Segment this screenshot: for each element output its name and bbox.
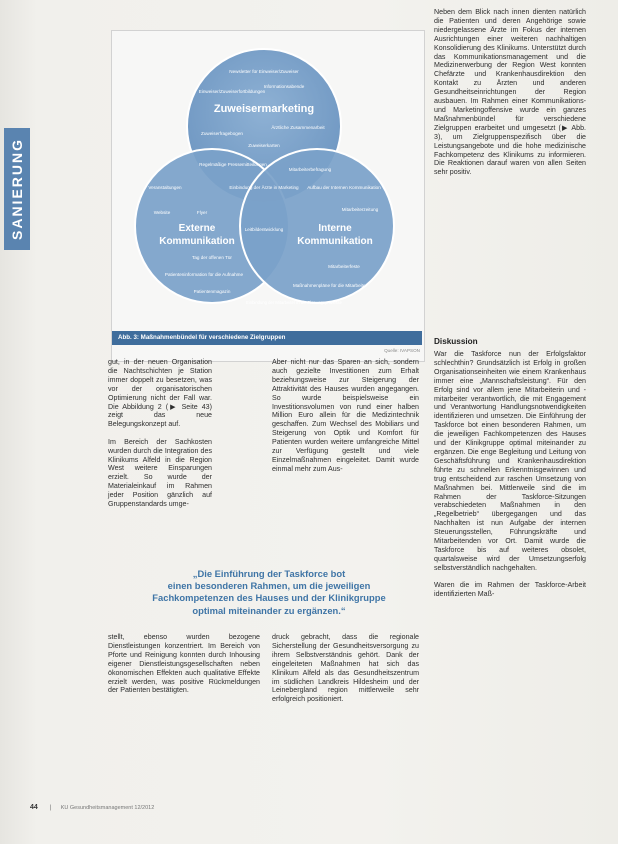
column-3-top (434, 8, 586, 177)
venn-text: Tag der offenen Tür (192, 255, 232, 260)
venn-text: Regelmäßige Pressemitteilungen (199, 162, 267, 167)
venn-text: Zuweiserfragebogen (201, 131, 243, 136)
section-tab (4, 128, 30, 250)
venn-text: Maßnahmenpläne für die Mitarbeiter (292, 283, 368, 288)
paragraph: Im Bereich der Sachkosten wurden durch die Integration des Klinikums Alfeld in die Region West weitere Einsparungen erzielt. So wurde der Materialeinkauf im Rahmen jeder Position gänzlich auf Gruppenstandards umge- (108, 437, 212, 509)
venn-text: Zuweiserkarten (248, 143, 280, 148)
pull-quote-line: Fachkompetenzen des Hauses und der Klinikgruppe (152, 592, 386, 604)
venn-text: Website (153, 210, 171, 215)
column-2-top (272, 358, 419, 474)
section-heading-diskussion: Diskussion (434, 337, 478, 346)
circle-title-right-2: Kommunikation (297, 236, 373, 247)
pull-quote-line: „Die Einführung der Taskforce bot (192, 568, 346, 579)
section-tab-label: SANIERUNG (9, 137, 25, 241)
page-footer (30, 804, 154, 811)
circle-interne-kommunikation (240, 149, 394, 303)
venn-text: Ärztliche Zusammenarbeit (271, 125, 325, 130)
circle-title-right: Interne (318, 223, 352, 234)
paragraph: druck gebracht, dass die regionale Sicherstellung der Gesundheitsversorgung zu ihrem Selbstverständnis gehört. Dank der eingeleiteten Maßnahmen hat sich das Klinikum Alfeld als das Gesundheitszentrum im südlichen Landkreis Hildesheim und der Leinebergland region mittlerweile sehr erfolgreich positioniert. (272, 633, 419, 704)
venn-text: Patienteninformation für die Aufnahme (164, 272, 244, 277)
venn-diagram (112, 31, 424, 331)
venn-text: Mitarbeiterbefragung (288, 167, 332, 172)
pull-quote (110, 568, 428, 617)
venn-text: Flyer (196, 210, 208, 215)
column-1-top (108, 358, 212, 509)
paragraph: War die Taskforce nun der Erfolgsfaktor schlechthin? Grundsätzlich ist Erfolg in großen Organisationseinheiten wie einem Krankenhaus immer eine „Mannschaftsleistung“. Für den Erfolg sind vor allem jene Mitarbeiterin und -mitarbeiter verantwortlich, die mit Engagement und Verantwortung Handlungsnotwendigkeiten identifizieren und umsetzen. Die Einführung der Taskforce bot einen besonderen Rahmen, um die jeweiligen Fachkompetenzen des Hauses und der Klinikgruppe optimal miteinander zu ergänzen. Die enge Begleitung und Leitung von Geschäftsführung und Krankenhausdirektion führte zu schnellen Erkenntnisgewinnen und trug entscheidend zur raschen Umsetzung von Maßnahmen bei. Mittlerweile sind die im Rahmen der Taskforce-Sitzungen verabschiedeten Maßnahmen in den „Regelbetrieb“ übergegangen und das Nachhalten ist nun Aufgabe der internen Steuerungsstellen, Führungskräfte und Mitarbeitenden vor Ort. Damit wurde die Taskforce bis auf weiteres obsolet, quartalsweise wird der Umsetzungserfolg selbstverständlich nachgehalten. (434, 350, 586, 572)
column-3-bottom (434, 350, 586, 599)
figure-venn-diagram (111, 30, 425, 362)
venn-text: Veranstaltungen (148, 185, 182, 190)
venn-text: Leitbildentwicklung (244, 227, 284, 232)
circle-title-left: Externe (178, 223, 216, 234)
paragraph: stellt, ebenso wurden bezogene Dienstleistungen konzentriert. Im Bereich von Pforte und Reinigung konnten durch Inhousing eigener Dienstleistungsgesellschaften neben ökonomischen Effekten auch qualitative Effekte erzielt werden, was positive Rückmeldungen der Patienten bestätigten. (108, 633, 260, 695)
paragraph: Waren die im Rahmen der Taskforce-Arbeit identifizierten Maß- (434, 581, 586, 599)
venn-text: Aufbau der Internen Kommunikation (307, 185, 381, 190)
circle-title-top: Zuweisermarketing (213, 103, 315, 115)
paragraph: Neben dem Blick nach innen dienten natürlich die Patienten und deren Angehörige sowie niedergelassene Ärzte im Fokus der internen Ausrichtungen einer weiteren nachhaltigen Konsolidierung des Klinikums. Unterstützt durch das Kommunikationsmanagement und die Medizinerwerbung der Region West konnten Chefärzte und Krankenhausdirektion den Kontakt zu Ärzten und anderen Gesundheitseinrichtungen der Region ausbauen. Im Rahmen einer Kommunikations- und Marketingoffensive wurde ein ganzes Maßnahmenbündel für verschiedene Zielgruppen erarbeitet und umgesetzt (▶ Abb. 3), um Zielgruppenspezifisch über die Leistungsangebote und die hohe medizinische Fachkompetenz des Klinikums zu informieren. Die Reaktionen darauf waren von allen Seiten sehr positiv. (434, 8, 586, 177)
column-2-bottom (272, 633, 419, 704)
publication-name: KU Gesundheitsmanagement 12/2012 (60, 805, 155, 811)
footer-separator: | (49, 805, 52, 811)
pull-quote-line: optimal miteinander zu ergänzen.“ (192, 604, 346, 616)
venn-text: Newsletter für Einweiser/Zuweiser (229, 69, 299, 74)
circle-title-left-2: Kommunikation (159, 236, 235, 247)
venn-text: Mitarbeiterzeitung (341, 207, 379, 212)
paragraph: gut, in der neuen Organisation die Nachtschichten je Station immer doppelt zu besetzen, was vor der organisatorischen Optimierung nicht der Fall war. Die Abbildung 2 (▶ Seite 43) zeigt das neue Belegungskonzept auf. (108, 358, 212, 429)
venn-text: Informationsabende (263, 84, 305, 89)
venn-text: Mitarbeiterfeste (328, 264, 360, 269)
paragraph: Aber nicht nur das Sparen an sich, sondern auch gezielte Investitionen zum Erhalt beziehungsweise zur Steigerung der Attraktivität des Hauses wurden angegangen. So wurde beispielsweise ein Investitionsvolumen von rund einer halben Million Euro allein für die Medizintechnik geschaffen. Zum Wechsel des Mobiliars und Steigerung von Optik und Komfort für Patienten wurden weitere umfangreiche Mittel zur Verfügung gestellt und viele Einzelmaßnahmen eingeleitet. Damit wurde einmal mehr zum Aus- (272, 358, 419, 473)
figure-credit: Quelle: IVAPSON (384, 348, 420, 353)
venn-text: Einbindung der Mitarbeiter in die Planungsprozesse (246, 300, 342, 305)
venn-text: Einbindung der Ärzte in Marketing (229, 185, 299, 190)
venn-text: Patientenmagazin (193, 289, 231, 294)
venn-text: Einweiser/Zuweiserfortbildungen (198, 89, 266, 94)
pull-quote-line: einen besonderen Rahmen, um die jeweiligen (167, 580, 371, 592)
page-number: 44 (30, 804, 38, 811)
column-1-bottom (108, 633, 260, 695)
figure-caption: Abb. 3: Maßnahmenbündel für verschiedene Zielgruppen (112, 331, 422, 345)
